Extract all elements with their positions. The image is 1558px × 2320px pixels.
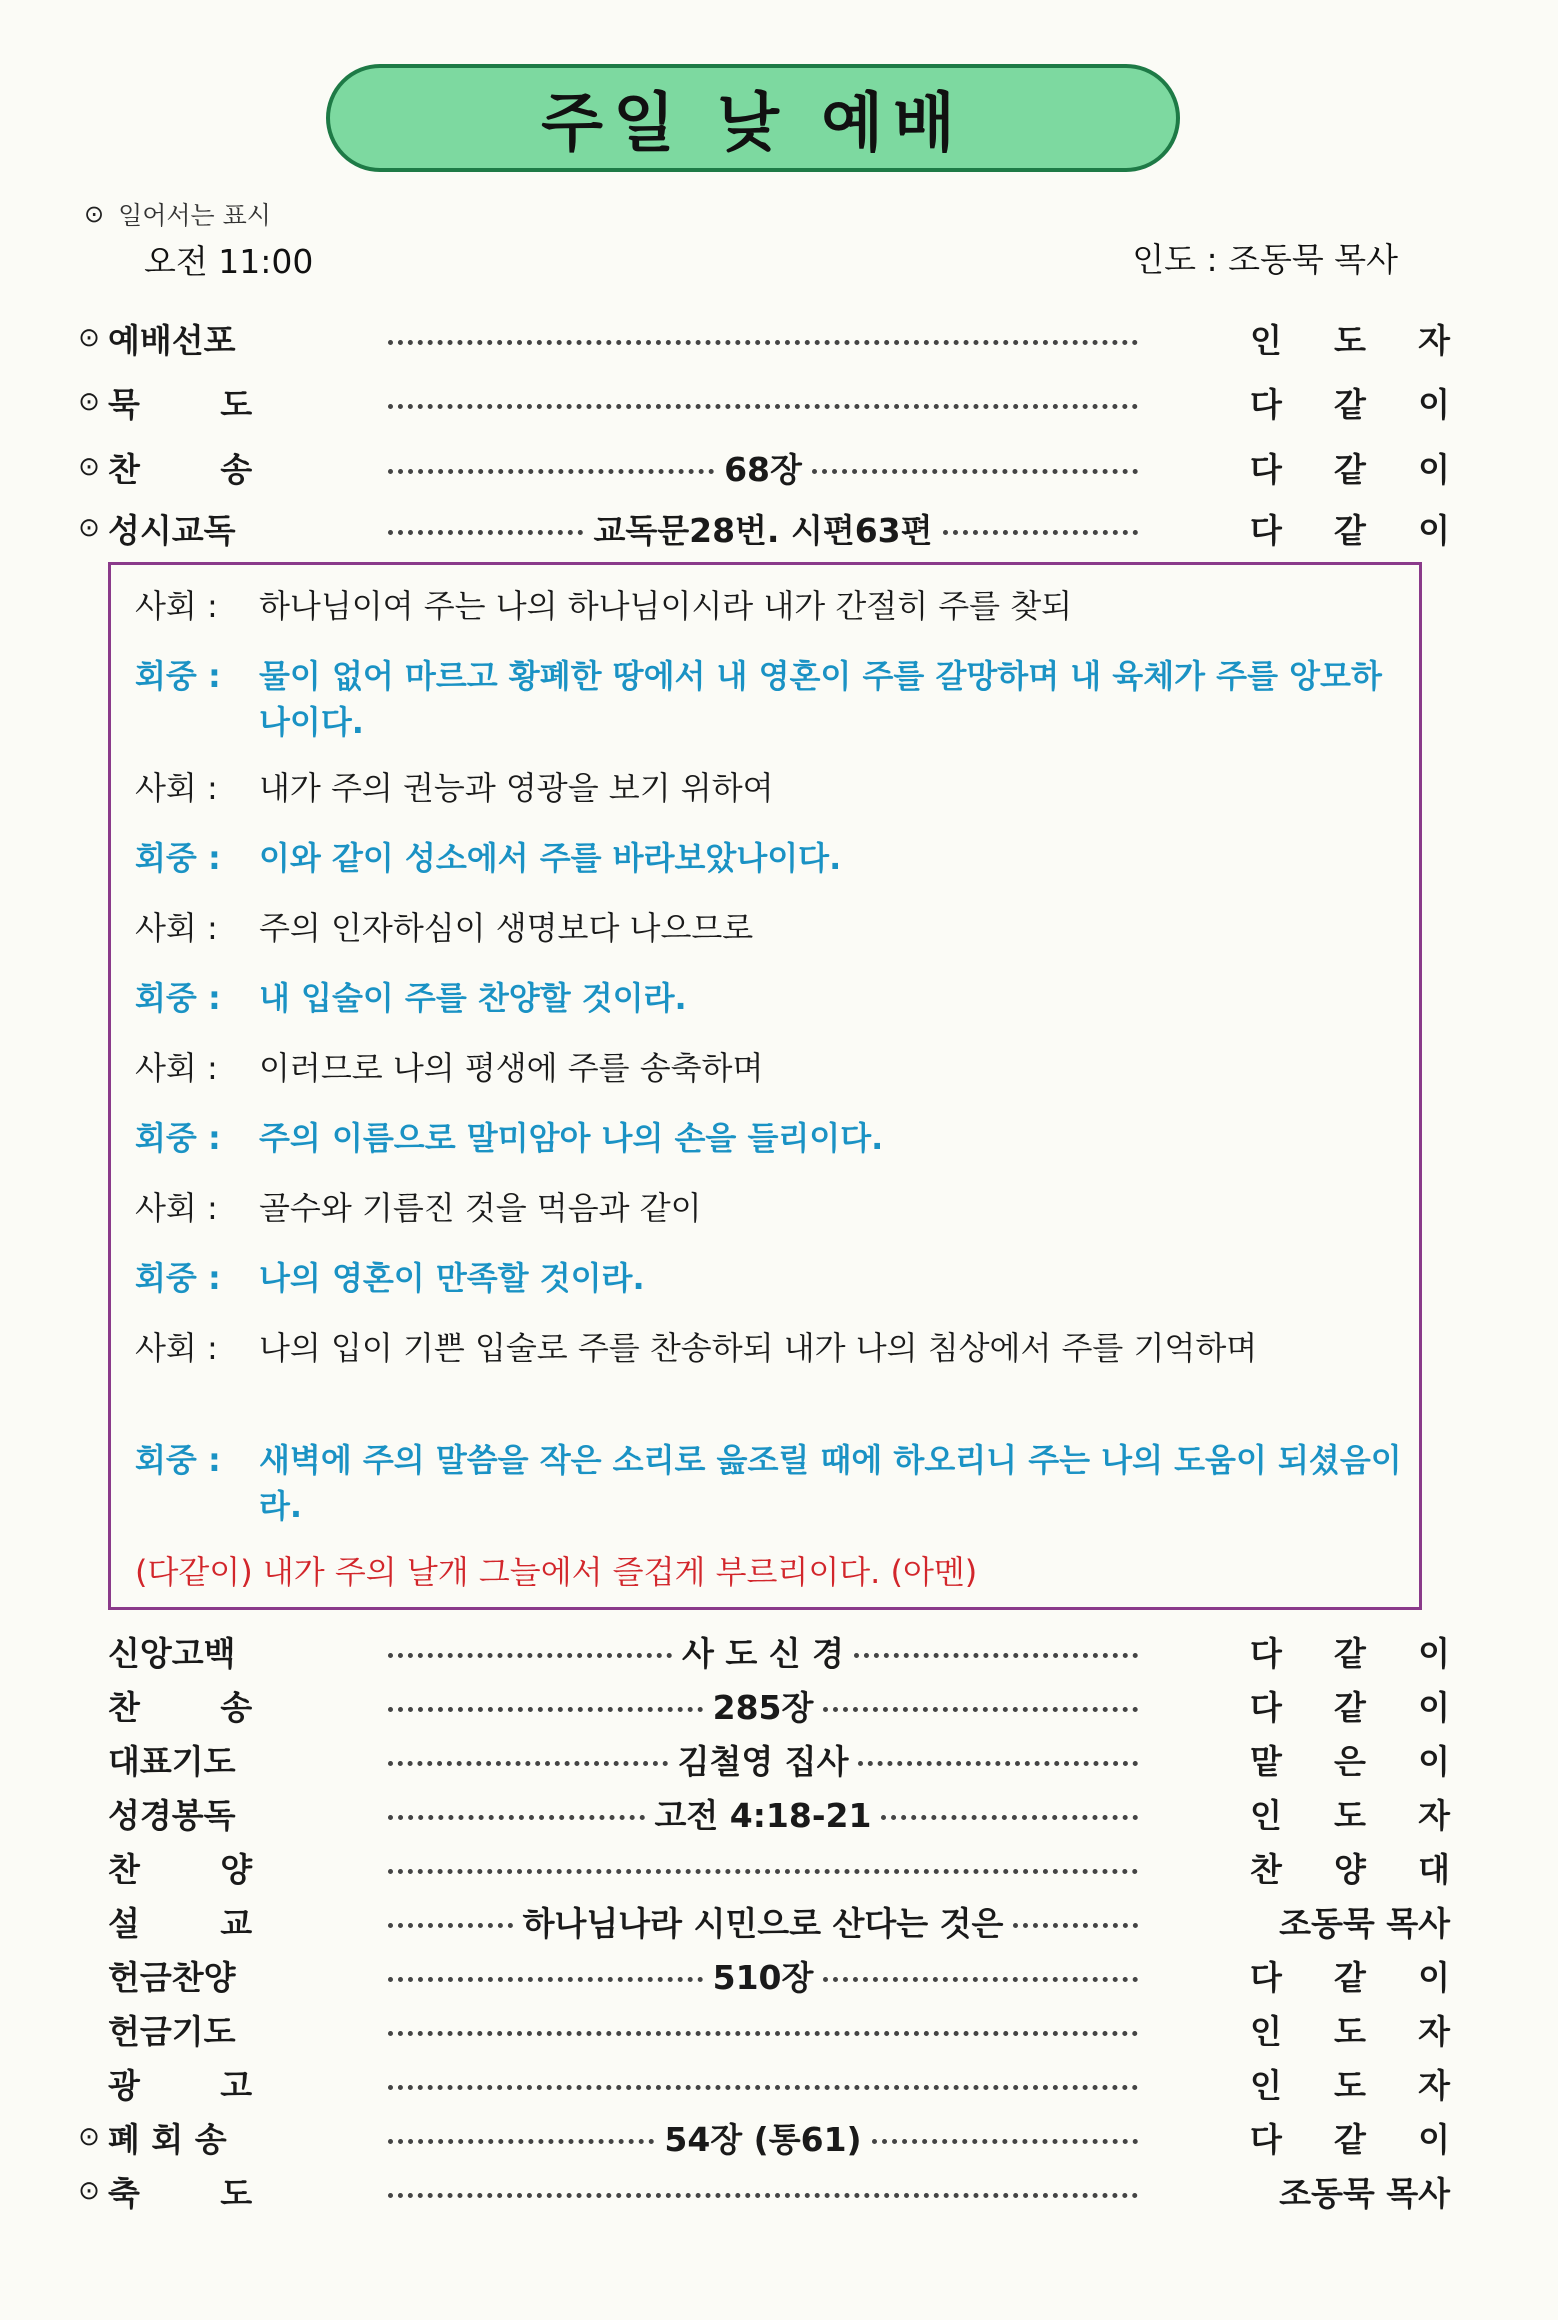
item-label: 찬 송 — [108, 1687, 253, 1727]
dotted-leader — [388, 2193, 1138, 2198]
item-label: 성경봉독 — [108, 1795, 236, 1835]
order-top-row — [70, 313, 1450, 363]
item-person: 인 도 자 — [1250, 2011, 1450, 2051]
item-detail: 김철영 집사 — [677, 1741, 849, 1781]
page-title: 주일 낮 예배 — [541, 87, 965, 161]
dotted-leader — [388, 1923, 513, 1928]
item-person: 조동묵 목사 — [1279, 1903, 1450, 1943]
item-person: 조동묵 목사 — [1279, 2173, 1450, 2213]
dotted-leader — [388, 1653, 672, 1658]
order-bottom-row — [70, 1950, 1450, 2000]
order-bottom-row — [70, 2166, 1450, 2216]
item-label: 폐 회 송 — [108, 2119, 227, 2159]
order-top-row — [70, 442, 1450, 492]
reading-role: 사회 : — [135, 909, 218, 947]
reading-role: 회중 : — [135, 1259, 221, 1297]
reading-line-congregation — [135, 1115, 1405, 1161]
stand-symbol-icon: ⊙ — [78, 2122, 100, 2152]
reading-text: 나의 입이 기쁜 입술로 주를 찬송하되 내가 나의 침상에서 주를 기억하며 — [259, 1329, 1258, 1367]
reading-line-leader — [135, 1045, 1405, 1091]
reading-role: 회중 : — [135, 979, 221, 1017]
item-person: 인 도 자 — [1250, 320, 1450, 360]
item-label: 예배선포 — [108, 320, 236, 360]
item-leader-dots — [378, 444, 1148, 491]
reading-text: 주의 인자하심이 생명보다 나으므로 — [259, 909, 754, 947]
item-person: 다 같 이 — [1250, 1687, 1450, 1727]
reading-role: 사회 : — [135, 587, 218, 625]
reading-role: 회중 : — [135, 1119, 221, 1157]
reading-text: 내 입술이 주를 찬양할 것이라. — [259, 979, 687, 1017]
item-leader-dots — [378, 2114, 1148, 2161]
reading-role: 회중 : — [135, 839, 221, 877]
dotted-leader — [388, 2085, 1138, 2090]
item-detail: 285장 — [712, 1687, 814, 1727]
dotted-leader — [1013, 1923, 1138, 1928]
item-detail: 사 도 신 경 — [682, 1633, 844, 1673]
dotted-leader — [858, 1761, 1138, 1766]
reading-line-leader — [135, 765, 1405, 811]
item-detail: 54장 (통61) — [664, 2119, 862, 2159]
dotted-leader — [943, 530, 1138, 535]
reading-line-congregation — [135, 975, 1405, 1021]
reading-role: 회중 : — [135, 657, 221, 695]
reading-text: 내가 주의 권능과 영광을 보기 위하여 — [259, 769, 774, 807]
item-label: 신앙고백 — [108, 1633, 236, 1673]
stand-symbol-icon: ⊙ — [78, 323, 100, 353]
reading-line-leader — [135, 905, 1405, 951]
item-person: 다 같 이 — [1250, 510, 1450, 550]
reading-role: 사회 : — [135, 1049, 218, 1087]
item-detail: 68장 — [724, 449, 802, 489]
reading-text: 골수와 기름진 것을 먹음과 같이 — [259, 1189, 702, 1227]
item-detail: 고전 4:18-21 — [654, 1795, 872, 1835]
item-leader-dots — [378, 2081, 1148, 2086]
item-leader-dots — [378, 1736, 1148, 1783]
order-bottom-row — [70, 2112, 1450, 2162]
order-bottom-row — [70, 1788, 1450, 1838]
item-person: 맡 은 이 — [1250, 1741, 1450, 1781]
item-person: 다 같 이 — [1250, 2119, 1450, 2159]
stand-symbol-icon: ⊙ — [78, 513, 100, 543]
item-label: 찬 송 — [108, 449, 253, 489]
item-leader-dots — [378, 2189, 1148, 2194]
reading-line-congregation — [135, 1255, 1405, 1301]
order-top-row — [70, 377, 1450, 427]
item-leader-dots — [378, 1865, 1148, 1870]
reading-text: 나의 영혼이 만족할 것이라. — [259, 1259, 645, 1297]
item-person: 다 같 이 — [1250, 384, 1450, 424]
order-bottom-row — [70, 1680, 1450, 1730]
item-label: 성시교독 — [108, 510, 236, 550]
item-person: 인 도 자 — [1250, 2065, 1450, 2105]
service-leader: 인도 : 조동묵 목사 — [1132, 240, 1398, 279]
reading-text: 물이 없어 마르고 황폐한 땅에서 내 영혼이 주를 갈망하며 내 육체가 주를 앙모하나이다. — [259, 657, 1382, 741]
reading-line-congregation — [135, 835, 1405, 881]
dotted-leader — [823, 1707, 1138, 1712]
order-bottom-row — [70, 2004, 1450, 2054]
order-bottom-row — [70, 1896, 1450, 1946]
reading-line-leader — [135, 583, 1405, 629]
stand-symbol-icon: ⊙ — [78, 387, 100, 417]
order-bottom-row — [70, 1626, 1450, 1676]
item-person: 다 같 이 — [1250, 1957, 1450, 1997]
item-person: 찬 양 대 — [1250, 1849, 1450, 1889]
item-label: 대표기도 — [108, 1741, 236, 1781]
item-person: 다 같 이 — [1250, 1633, 1450, 1673]
item-label: 찬 양 — [108, 1849, 253, 1889]
title-banner — [326, 64, 1180, 172]
item-label: 헌금찬양 — [108, 1957, 236, 1997]
item-leader-dots — [378, 400, 1148, 405]
reading-text: 하나님이여 주는 나의 하나님이시라 내가 간절히 주를 찾되 — [259, 587, 1073, 625]
responsive-reading-box — [108, 562, 1422, 1610]
item-label: 광 고 — [108, 2065, 253, 2105]
stand-legend — [84, 196, 271, 232]
dotted-leader — [854, 1653, 1138, 1658]
dotted-leader — [388, 404, 1138, 409]
reading-line-congregation — [135, 653, 1405, 745]
reading-role: 사회 : — [135, 1329, 218, 1367]
item-leader-dots — [378, 1952, 1148, 1999]
dotted-leader — [388, 2139, 654, 2144]
reading-text: 새벽에 주의 말씀을 작은 소리로 읊조릴 때에 하오리니 주는 나의 도움이 되셨음이라. — [259, 1441, 1402, 1525]
reading-line-congregation — [135, 1437, 1405, 1529]
stand-symbol-icon: ⊙ — [78, 2176, 100, 2206]
item-label: 설 교 — [108, 1903, 253, 1943]
order-bottom-row — [70, 2058, 1450, 2108]
order-bottom-row — [70, 1734, 1450, 1784]
dotted-leader — [388, 1977, 703, 1982]
dotted-leader — [812, 469, 1138, 474]
dotted-leader — [823, 1977, 1138, 1982]
reading-text: 주의 이름으로 말미암아 나의 손을 들리이다. — [259, 1119, 884, 1157]
dotted-leader — [388, 1761, 668, 1766]
item-leader-dots — [378, 1682, 1148, 1729]
dotted-leader — [388, 530, 583, 535]
item-detail: 하나님나라 시민으로 산다는 것은 — [522, 1903, 1004, 1943]
order-bottom-row — [70, 1842, 1450, 1892]
item-label: 헌금기도 — [108, 2011, 236, 2051]
dotted-leader — [872, 2139, 1138, 2144]
reading-line-all — [135, 1549, 1405, 1595]
service-time: 오전 11:00 — [144, 242, 314, 281]
stand-symbol-icon: ⊙ — [78, 452, 100, 482]
stand-legend-text: 일어서는 표시 — [118, 201, 271, 230]
stand-symbol-icon: ⊙ — [84, 200, 105, 228]
dotted-leader — [388, 1869, 1138, 1874]
reading-role: 회중 : — [135, 1441, 221, 1479]
reading-line-leader — [135, 1185, 1405, 1231]
item-detail: 510장 — [712, 1957, 814, 1997]
item-leader-dots — [378, 1898, 1148, 1945]
item-person: 다 같 이 — [1250, 449, 1450, 489]
reading-text: 이와 같이 성소에서 주를 바라보았나이다. — [259, 839, 842, 877]
reading-role: 사회 : — [135, 1189, 218, 1227]
dotted-leader — [388, 1815, 645, 1820]
dotted-leader — [388, 1707, 703, 1712]
item-leader-dots — [378, 336, 1148, 341]
item-leader-dots — [378, 2027, 1148, 2032]
item-leader-dots — [378, 1790, 1148, 1837]
item-leader-dots — [378, 505, 1148, 552]
reading-text: (다같이) 내가 주의 날개 그늘에서 즐겁게 부르리이다. (아멘) — [135, 1553, 978, 1591]
dotted-leader — [388, 2031, 1138, 2036]
item-person: 인 도 자 — [1250, 1795, 1450, 1835]
dotted-leader — [388, 340, 1138, 345]
item-label: 묵 도 — [108, 384, 253, 424]
item-leader-dots — [378, 1628, 1148, 1675]
reading-text: 이러므로 나의 평생에 주를 송축하며 — [259, 1049, 764, 1087]
reading-role: 사회 : — [135, 769, 218, 807]
item-label: 축 도 — [108, 2173, 253, 2213]
item-detail: 교독문28번. 시편63편 — [593, 510, 933, 550]
reading-line-leader — [135, 1325, 1405, 1371]
order-top-row — [70, 503, 1450, 553]
dotted-leader — [388, 469, 714, 474]
dotted-leader — [881, 1815, 1138, 1820]
